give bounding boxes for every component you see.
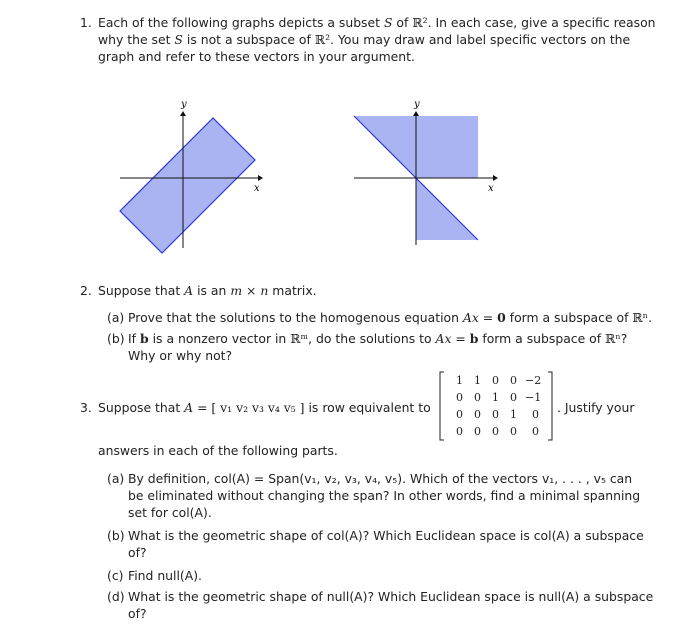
graph-2-quadrants	[338, 100, 508, 260]
matrix-entry: 1	[456, 374, 463, 387]
y-axis-arrow	[180, 111, 186, 116]
matrix-entry: 0	[474, 391, 481, 404]
matrix-entry: 0	[532, 425, 539, 438]
matrix-entry: 0	[510, 425, 517, 438]
x-axis-arrow	[258, 175, 263, 181]
q2b-text-line2: Why or why not?	[128, 348, 233, 363]
matrix-entry: 1	[474, 374, 481, 387]
matrix-entry: 0	[510, 391, 517, 404]
matrix-entry: 0	[492, 408, 499, 421]
q3c-line1: Find null(A).	[128, 568, 202, 583]
q1-text-line2: why the set S is not a subspace of ℝ². You may draw and label specific vectors on the	[98, 32, 631, 47]
q2a-text: Prove that the solutions to the homogenous equation Ax = 0 form a subspace of ℝⁿ.	[128, 310, 653, 325]
q3-answers-line: answers in each of the following parts.	[98, 443, 338, 458]
q3b-line2: of?	[128, 545, 147, 560]
matrix-entry: 0	[456, 425, 463, 438]
q1-number: 1.	[80, 15, 92, 30]
q3b-label: (b)	[107, 528, 125, 543]
q3a-line1: By definition, col(A) = Span(v₁, v₂, v₃, v₄, v₅). Which of the vectors v₁, . . . , v₅ can	[128, 471, 633, 486]
q2b-text: If b is a nonzero vector in ℝᵐ, do the solutions to Ax = b form a subspace of ℝⁿ?	[128, 331, 628, 346]
matrix-entry: 1	[510, 408, 517, 421]
q2a-label: (a)	[107, 310, 125, 325]
matrix-entry: −1	[525, 391, 542, 404]
q3d-label: (d)	[107, 589, 125, 604]
x-axis-label: x	[254, 183, 260, 194]
q3a-label: (a)	[107, 471, 125, 486]
matrix-entry: 0	[492, 374, 499, 387]
matrix-entry: 0	[510, 374, 517, 387]
q3c-label: (c)	[107, 568, 124, 583]
matrix-entry: 0	[492, 425, 499, 438]
matrix-entry: 0	[456, 391, 463, 404]
q3-justify: . Justify your	[557, 400, 635, 415]
q3d-line1: What is the geometric shape of null(A)? Which Euclidean space is null(A) a subspace	[128, 589, 654, 604]
x-axis-arrow	[493, 175, 498, 181]
q1-text-line3: graph and refer to these vectors in your argument.	[98, 49, 415, 64]
y-axis-label: y	[414, 100, 420, 110]
q3a-line3: set for col(A).	[128, 505, 212, 520]
y-axis-arrow	[413, 111, 419, 116]
matrix-entry: 0	[456, 408, 463, 421]
x-axis-label: x	[488, 183, 494, 194]
q3-intro: Suppose that A = [ v₁ v₂ v₃ v₄ v₅ ] is row equivalent to	[98, 400, 431, 415]
matrix-entry: 0	[474, 408, 481, 421]
strip-region	[120, 118, 255, 253]
q3d-line2: of?	[128, 606, 147, 621]
q2b-label: (b)	[107, 331, 125, 346]
matrix-entry: 0	[532, 408, 539, 421]
matrix-entry: −2	[525, 374, 542, 387]
graph-1-strip	[110, 100, 270, 260]
q1-text-line1: Each of the following graphs depicts a subset S of ℝ². In each case, give a specific reason	[98, 15, 656, 30]
q3a-line2: be eliminated without changing the span? In other words, find a minimal spanning	[128, 488, 641, 503]
matrix-entry: 0	[474, 425, 481, 438]
q2-intro: Suppose that A is an m × n matrix.	[98, 283, 317, 298]
rref-matrix	[437, 370, 555, 442]
q2-number: 2.	[80, 283, 92, 298]
q3-number: 3.	[80, 400, 92, 415]
q3b-line1: What is the geometric shape of col(A)? Which Euclidean space is col(A) a subspace	[128, 528, 644, 543]
y-axis-label: y	[181, 100, 187, 110]
matrix-entry: 1	[492, 391, 499, 404]
